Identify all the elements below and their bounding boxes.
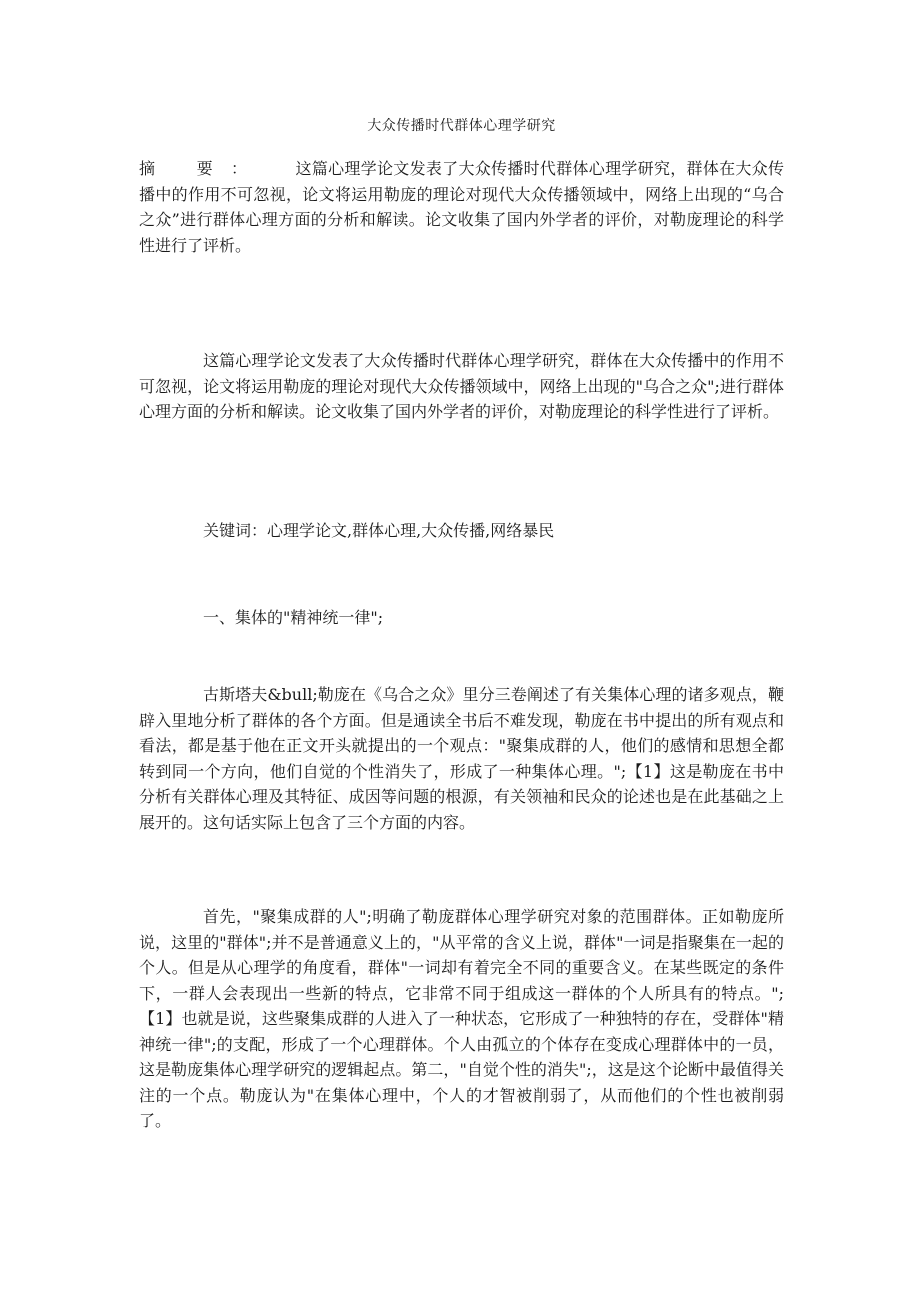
- body-paragraph-1: 古斯塔夫&bull;勒庞在《乌合之众》里分三卷阐述了有关集体心理的诸多观点，鞭辟入里地分析了群体的各个方面。但是通读全书后不难发现，勒庞在书中提出的所有观点和看法，都是基于他在正文开头就提出的一个观点："聚集成群的人，他们的感情和思想全都转到同一个方向，他们自觉的个性消失了，形成了一种集体心理。";【1】这是勒庞在书中分析有关群体心理及其特征、成因等问题的根源，有关领袖和民众的论述也是在此基础之上展开的。这句话实际上包含了三个方面的内容。: [139, 685, 784, 832]
- keywords-line: 关键词：心理学论文,群体心理,大众传播,网络暴民: [203, 521, 555, 540]
- document-title: 大众传播时代群体心理学研究: [367, 118, 556, 134]
- intro-paragraph: 这篇心理学论文发表了大众传播时代群体心理学研究，群体在大众传播中的作用不可忽视，论文将运用勒庞的理论对现代大众传播领域中，网络上出现的"乌合之众";进行群体心理方面的分析和解读。论文收集了国内外学者的评价，对勒庞理论的科学性进行了评析。: [139, 351, 784, 421]
- abstract-paragraph: [139, 156, 784, 258]
- section-heading: 一、集体的"精神统一律";: [203, 608, 384, 627]
- body-paragraph-2: 首先，"聚集成群的人";明确了勒庞群体心理学研究对象的范围群体。正如勒庞所说，这里的"群体";并不是普通意义上的，"从平常的含义上说，群体"一词是指聚集在一起的个人。但是从心理学的角度看，群体"一词却有着完全不同的重要含义。在某些既定的条件下，一群人会表现出一些新的特点，它非常不同于组成这一群体的个人所具有的特点。";【1】也就是说，这些聚集成群的人进入了一种状态，它形成了一种独特的存在，受群体"精神统一律";的支配，形成了一个心理群体。个人由孤立的个体存在变成心理群体中的一员，这是勒庞集体心理学研究的逻辑起点。第二，"自觉个性的消失";，这是这个论断中最值得关注的一个点。勒庞认为"在集体心理中，个人的才智被削弱了，从而他们的个性也被削弱了。: [139, 907, 784, 1130]
- abstract-label: 摘 要：: [139, 159, 266, 178]
- abstract-text: 这篇心理学论文发表了大众传播时代群体心理学研究，群体在大众传播中的作用不可忽视，论文将运用勒庞的理论对现代大众传播领域中，网络上出现的“乌合之众”进行群体心理方面的分析和解读。论文收集了国内外学者的评价，对勒庞理论的科学性进行了评析。: [139, 159, 784, 255]
